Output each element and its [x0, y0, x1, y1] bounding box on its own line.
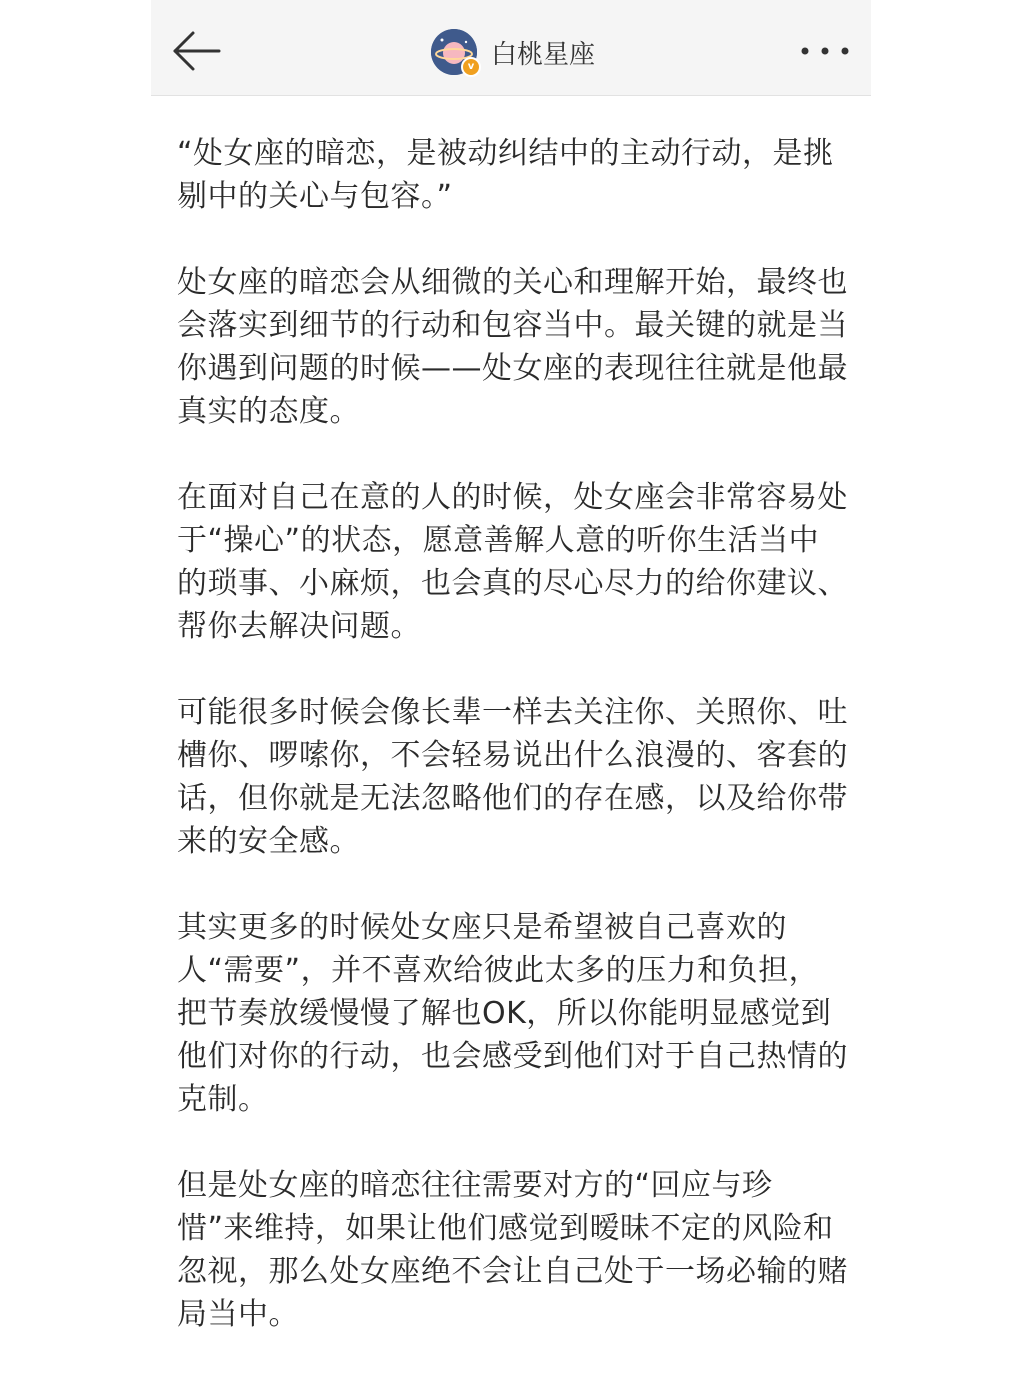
paragraph: 在面对自己在意的人的时候，处女座会非常容易处于“操心”的状态，愿意善解人意的听你生活当中的琐事、小麻烦，也会真的尽心尽力的给你建议、帮你去解决问题。	[177, 480, 848, 644]
account-name: 白桃星座	[491, 39, 596, 70]
article-body	[177, 132, 849, 1379]
more-dots-icon	[797, 36, 853, 66]
back-button[interactable]	[167, 26, 227, 76]
paragraph: 可能很多时候会像长辈一样去关注你、关照你、吐槽你、啰嗦你，不会轻易说出什么浪漫的、客套的话，但你就是无法忽略他们的存在感，以及给你带来的安全感。	[177, 695, 848, 859]
paragraph: 但是处女座的暗恋往往需要对方的“回应与珍惜”来维持，如果让他们感觉到暧昧不定的风险和忽视，那么处女座绝不会让自己处于一场必输的赌局当中。	[177, 1168, 848, 1332]
top-navigation-bar	[151, 0, 871, 96]
phone-screen	[151, 0, 871, 1364]
paragraph: 处女座的暗恋会从细微的关心和理解开始，最终也会落实到细节的行动和包容当中。最关键的就是当你遇到问题的时候——处女座的表现往往就是他最真实的态度。	[177, 265, 848, 429]
paragraph-quote: “处女座的暗恋，是被动纠结中的主动行动，是挑剔中的关心与包容。”	[177, 136, 834, 214]
back-arrow-icon	[167, 26, 227, 76]
paragraph: 其实更多的时候处女座只是希望被自己喜欢的人“需要”，并不喜欢给彼此太多的压力和负担，把节奏放缓慢慢了解也OK，所以你能明显感觉到他们对你的行动，也会感受到他们对于自己热情的克制。	[177, 910, 848, 1117]
verified-badge-icon: v	[461, 57, 481, 77]
account-profile[interactable]	[431, 26, 595, 78]
avatar[interactable]	[431, 29, 477, 75]
more-options-button[interactable]	[797, 36, 853, 66]
